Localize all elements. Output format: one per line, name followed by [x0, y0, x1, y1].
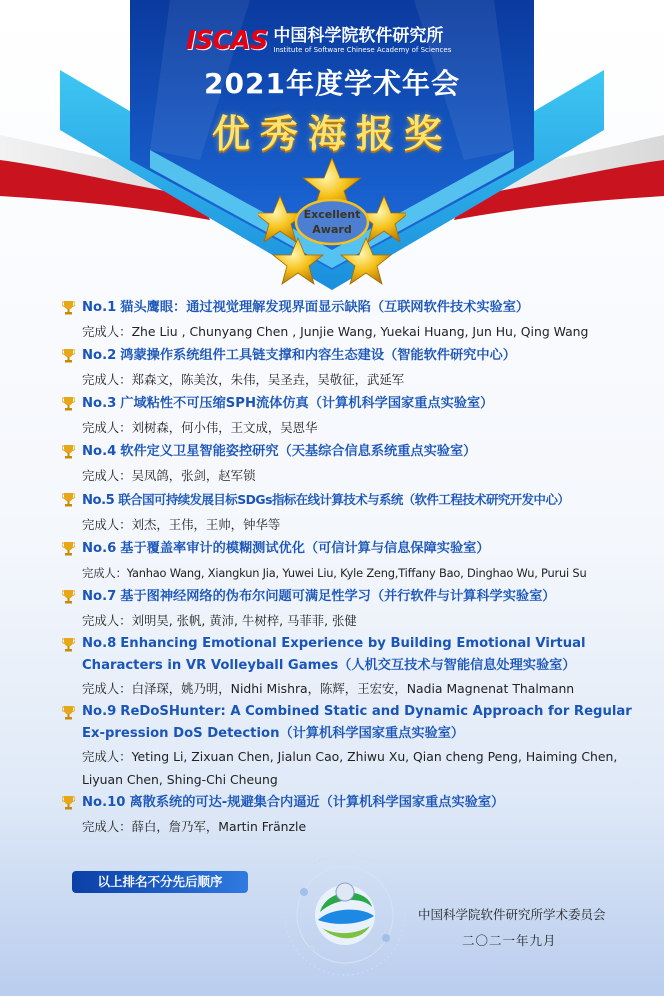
award-number: No.10: [82, 795, 126, 810]
award-item: [62, 633, 642, 701]
award-number: No.7: [82, 589, 117, 604]
trophy-icon: [62, 444, 75, 459]
trophy-icon: [62, 300, 75, 315]
org-name-cn: 中国科学院软件研究所: [273, 26, 444, 46]
org-name-block: [273, 28, 451, 54]
trophy-icon: [62, 348, 75, 363]
people-label: 完成人：: [82, 468, 132, 483]
conference-emblem: [282, 852, 408, 978]
award-number: No.4: [82, 444, 117, 459]
award-title-text: 猫头鹰眼：通过视觉理解发现界面显示缺陷（互联网软件技术实验室）: [120, 300, 530, 315]
award-title-text: 鸿蒙操作系统组件工具链支撑和内容生态建设（智能软件研究中心）: [120, 348, 516, 363]
org-name-en: Institute of Software Chinese Academy of Sciences: [273, 46, 452, 54]
award-title-text: ReDoSHunter: A Combined Static and Dynamic Approach for Regular Ex-pression DoS Detection（计算机科学国家重点实验室）: [82, 704, 632, 741]
award-item: [62, 392, 642, 440]
people-label: 完成人：: [82, 517, 132, 532]
trophy-icon: [62, 541, 75, 556]
award-title-text: 基于覆盖率审计的模糊测试优化（可信计算与信息保障实验室）: [120, 541, 490, 556]
award-list: [62, 296, 642, 839]
trophy-icon: [62, 705, 75, 720]
trophy-icon: [62, 492, 75, 507]
people-label: 完成人：: [82, 819, 132, 834]
award-people: 白泽琛，姚乃明，Nidhi Mishra，陈辉，王宏安，Nadia Magnenat Thalmann: [131, 681, 575, 696]
badge-line-2: Award: [312, 223, 352, 236]
people-label: 完成人：: [82, 749, 132, 764]
award-item: [62, 585, 642, 633]
award-title-text: 离散系统的可达-规避集合内逼近（计算机科学国家重点实验室）: [129, 795, 505, 810]
award-people: Yanhao Wang, Xiangkun Jia, Yuwei Liu, Kyle Zeng,Tiffany Bao, Dinghao Wu, Purui Su: [126, 566, 587, 580]
trophy-icon: [62, 795, 75, 810]
award-number: No.9: [82, 704, 117, 719]
award-item: [62, 296, 642, 344]
people-label: 完成人：: [82, 681, 132, 696]
people-label: 完成人：: [82, 372, 132, 387]
award-people: Zhe Liu , Chunyang Chen , Junjie Wang, Yuekai Huang, Jun Hu, Qing Wang: [131, 324, 589, 339]
award-title: 优秀海报奖: [211, 112, 452, 156]
award-number: No.1: [82, 300, 117, 315]
award-item: [62, 791, 642, 839]
award-people: 刘杰，王伟，王帅，钟华等: [131, 517, 281, 532]
award-title-text: 软件定义卫星智能姿控研究（天基综合信息系统重点实验室）: [120, 444, 477, 459]
award-item: [62, 344, 642, 392]
award-number: No.6: [82, 541, 117, 556]
award-number: No.3: [82, 396, 117, 411]
award-people: 郑森文，陈美汝，朱伟，吴圣垚，吴敬征，武延军: [131, 372, 405, 387]
people-label: 完成人：: [82, 566, 127, 580]
award-item: [62, 537, 642, 585]
trophy-icon: [62, 396, 75, 411]
award-people: 吴凤鸽，张剑，赵军锁: [131, 468, 256, 483]
award-title-text: 广域粘性不可压缩SPH流体仿真（计算机科学国家重点实验室）: [120, 396, 494, 411]
people-label: 完成人：: [82, 420, 132, 435]
trophy-icon: [62, 637, 75, 652]
badge-label: [270, 207, 394, 237]
iscas-logo: ISCAS: [186, 26, 268, 56]
award-people: Yeting Li, Zixuan Chen, Jialun Cao, Zhiwu Xu, Qian cheng Peng, Haiming Chen, Liyuan Chen, Shing-Chi Cheung: [82, 749, 618, 787]
award-people: 刘树森，何小伟，王文成，吴恩华: [131, 420, 318, 435]
org-logo-row: [186, 26, 451, 56]
people-label: 完成人：: [82, 324, 132, 339]
award-number: No.5: [82, 493, 115, 508]
award-title-text: 基于图神经网络的伪布尔问题可满足性学习（并行软件与计算科学实验室）: [120, 589, 556, 604]
issue-date: 二〇二一年九月: [462, 933, 557, 948]
conference-title: 2021年度学术年会: [204, 67, 460, 100]
award-item: [62, 701, 642, 791]
trophy-icon: [62, 589, 75, 604]
award-item: [62, 440, 642, 488]
award-number: No.2: [82, 348, 117, 363]
award-number: No.8: [82, 636, 117, 651]
award-title-text: 联合国可持续发展目标SDGs指标在线计算技术与系统（软件工程技术研究开发中心）: [118, 492, 570, 507]
award-title-text: Enhancing Emotional Experience by Building Emotional Virtual Characters in VR Volleyball Games（人机交互技术与智能信息处理实验室）: [82, 636, 586, 673]
ranking-note-badge: 以上排名不分先后顺序: [72, 871, 248, 893]
badge-line-1: Excellent: [303, 208, 361, 221]
people-label: 完成人：: [82, 613, 132, 628]
committee-signature: 中国科学院软件研究所学术委员会: [418, 907, 606, 922]
award-people: 刘明昊, 张帆, 黄沛, 牛树梓, 马菲菲, 张健: [131, 613, 357, 628]
award-people: 薛白，詹乃军，Martin Fränzle: [131, 819, 307, 834]
award-item: [62, 488, 642, 537]
